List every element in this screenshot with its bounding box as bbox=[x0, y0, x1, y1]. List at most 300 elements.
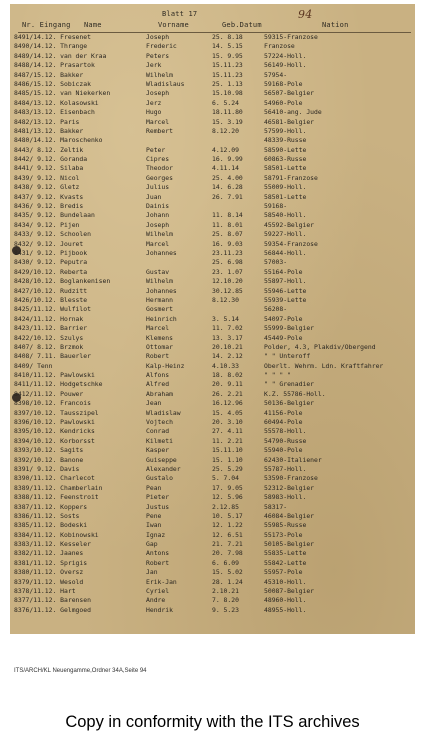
record-birthdate: 20. 7.98 bbox=[212, 549, 243, 558]
record-note: 58791-Franzose bbox=[264, 173, 318, 182]
record-note: 60494-Pole bbox=[264, 418, 303, 427]
record-firstname: Jean bbox=[146, 399, 162, 408]
record-number-name: 8410/11.12. Pawlowski bbox=[14, 371, 95, 380]
record-number-name: 8481/13.12. Bakker bbox=[14, 126, 84, 135]
record-note: 60863-Russe bbox=[264, 155, 307, 164]
record-number-name: 8439/ 9.12. Nicol bbox=[14, 173, 80, 182]
record-firstname: Justus bbox=[146, 502, 170, 511]
record-birthdate: 20. 3.10 bbox=[212, 418, 243, 427]
record-number-name: 8491/14.12. Fresenet bbox=[14, 33, 91, 41]
record-note: 48339-Russe bbox=[264, 136, 307, 145]
record-row bbox=[14, 108, 415, 117]
record-note: 50136-Belgier bbox=[264, 399, 315, 408]
record-firstname: Theodor bbox=[146, 164, 173, 173]
record-row bbox=[14, 503, 415, 512]
record-firstname: Kalp-Heinz bbox=[146, 361, 185, 370]
record-number-name: 8385/11.12. Bodeski bbox=[14, 521, 88, 530]
record-note: " " " " bbox=[264, 371, 291, 380]
record-firstname: Andre bbox=[146, 596, 166, 605]
record-row bbox=[14, 474, 415, 483]
record-number-name: 8431/ 9.12. Pijbook bbox=[14, 248, 88, 257]
record-firstname: Peter bbox=[146, 145, 166, 154]
record-birthdate: 27. 4.11 bbox=[212, 427, 243, 436]
record-birthdate: 12. 5.96 bbox=[212, 493, 243, 502]
record-row bbox=[14, 606, 415, 615]
sheet-label: Blatt 17 bbox=[162, 10, 198, 18]
record-row bbox=[14, 240, 415, 249]
record-firstname: Rembert bbox=[146, 126, 173, 135]
record-note: 55939-Lette bbox=[264, 295, 307, 304]
column-header-nation: Nation bbox=[322, 21, 349, 29]
record-birthdate: 9. 5.23 bbox=[212, 605, 239, 614]
record-row bbox=[14, 202, 415, 211]
record-birthdate: 14. 2.12 bbox=[212, 352, 243, 361]
record-row bbox=[14, 540, 415, 549]
record-firstname: Wilhelm bbox=[146, 70, 173, 79]
record-row bbox=[14, 136, 415, 145]
record-row bbox=[14, 221, 415, 230]
record-row bbox=[14, 437, 415, 446]
record-firstname: Gap bbox=[146, 540, 158, 549]
record-note: 55842-Lette bbox=[264, 558, 307, 567]
record-note: 59168- bbox=[264, 202, 288, 211]
archive-reference: ITS/ARCH/KL Neuengamme,Ordner 34A,Seite 94 bbox=[14, 668, 147, 674]
record-note: 55897-Holl. bbox=[264, 277, 307, 286]
record-row bbox=[14, 42, 415, 51]
record-firstname: Iwan bbox=[146, 521, 162, 530]
record-number-name: 8382/11.12. Jaanes bbox=[14, 549, 84, 558]
record-number-name: 8428/10.12. Boglankenisen bbox=[14, 277, 111, 286]
record-birthdate: 17. 9.05 bbox=[212, 483, 243, 492]
record-number-name: 8378/11.12. Hart bbox=[14, 587, 76, 596]
record-firstname: Heinrich bbox=[146, 314, 177, 323]
record-birthdate: 11. 8.14 bbox=[212, 211, 243, 220]
record-firstname: Hendrik bbox=[146, 605, 173, 614]
column-header-number: Nr. Eingang bbox=[22, 21, 71, 29]
record-note: 48960-Holl. bbox=[264, 596, 307, 605]
record-birthdate: 3. 5.14 bbox=[212, 314, 239, 323]
record-note: Oberlt. Wehrm. Ldn. Kraftfahrer bbox=[264, 361, 384, 370]
record-number-name: 8377/11.12. Barensen bbox=[14, 596, 91, 605]
record-note: 59315-Franzose bbox=[264, 33, 318, 41]
document-header bbox=[22, 8, 409, 32]
record-row bbox=[14, 155, 415, 164]
column-header-birthdate: Geb.Datum bbox=[222, 21, 262, 29]
record-row bbox=[14, 287, 415, 296]
record-note: 58501-Lette bbox=[264, 192, 307, 201]
record-number-name: 8438/ 9.12. Gletz bbox=[14, 183, 80, 192]
record-number-name: 8394/10.12. Korborsst bbox=[14, 436, 95, 445]
record-row bbox=[14, 174, 415, 183]
record-birthdate: 10. 5.17 bbox=[212, 511, 243, 520]
record-birthdate: 5. 7.04 bbox=[212, 474, 239, 483]
record-row bbox=[14, 230, 415, 239]
record-firstname: Antons bbox=[146, 549, 170, 558]
record-row bbox=[14, 521, 415, 530]
record-number-name: 8427/10.12. Rudzitt bbox=[14, 286, 88, 295]
record-note: 56507-Belgier bbox=[264, 89, 315, 98]
record-firstname: Gosmert bbox=[146, 305, 173, 314]
record-firstname: Guiseppe bbox=[146, 455, 177, 464]
record-firstname: Wilhelm bbox=[146, 277, 173, 286]
record-firstname: Cipres bbox=[146, 155, 170, 164]
record-birthdate: 18. 8.02 bbox=[212, 371, 243, 380]
record-note: 48955-Holl. bbox=[264, 605, 307, 614]
record-firstname: Pene bbox=[146, 511, 162, 520]
record-row bbox=[14, 315, 415, 324]
record-note: 54960-Pole bbox=[264, 98, 303, 107]
record-number-name: 8437/ 9.12. Kvasts bbox=[14, 192, 84, 201]
record-firstname: Marcel bbox=[146, 239, 170, 248]
record-note: 50105-Belgier bbox=[264, 540, 315, 549]
record-note: 55946-Lette bbox=[264, 286, 307, 295]
record-number-name: 8436/ 9.12. Bredis bbox=[14, 202, 84, 211]
record-birthdate: 11. 8.01 bbox=[212, 220, 243, 229]
record-number-name: 8441/ 9.12. Silaba bbox=[14, 164, 84, 173]
record-row bbox=[14, 568, 415, 577]
record-note: 58590-Lette bbox=[264, 145, 307, 154]
record-note: 55009-Holl. bbox=[264, 183, 307, 192]
record-note: 54790-Russe bbox=[264, 436, 307, 445]
record-birthdate: 2.10.21 bbox=[212, 587, 239, 596]
record-firstname: Ignaz bbox=[146, 530, 166, 539]
record-note: 46084-Belgier bbox=[264, 511, 315, 520]
record-number-name: 8393/10.12. Sagits bbox=[14, 446, 84, 455]
record-row bbox=[14, 559, 415, 568]
record-firstname: Wladislaus bbox=[146, 79, 185, 88]
record-birthdate: 21. 7.21 bbox=[212, 540, 243, 549]
record-row bbox=[14, 352, 415, 361]
record-number-name: 8433/ 9.12. Schoolen bbox=[14, 230, 91, 239]
record-birthdate: 12.10.20 bbox=[212, 277, 243, 286]
record-number-name: 8490/14.12. Thrange bbox=[14, 42, 88, 51]
record-number-name: 8387/11.12. Koppers bbox=[14, 502, 88, 511]
column-header-firstname: Vorname bbox=[158, 21, 189, 29]
record-firstname: Johannes bbox=[146, 248, 177, 257]
record-birthdate: 6. 6.09 bbox=[212, 558, 239, 567]
record-firstname: Joseph bbox=[146, 33, 170, 41]
record-birthdate: 15.10.98 bbox=[212, 89, 243, 98]
record-note: 55940-Pole bbox=[264, 446, 303, 455]
record-row bbox=[14, 61, 415, 70]
record-birthdate: 7. 8.20 bbox=[212, 596, 239, 605]
record-number-name: 8409/ Tenn bbox=[14, 361, 53, 370]
record-birthdate: 14. 5.15 bbox=[212, 42, 243, 51]
record-birthdate: 20.10.21 bbox=[212, 342, 243, 351]
record-firstname: Vojtech bbox=[146, 418, 173, 427]
record-firstname: Robert bbox=[146, 352, 170, 361]
record-number-name: 8386/11.12. Sosts bbox=[14, 511, 80, 520]
record-row bbox=[14, 71, 415, 80]
record-note: 55999-Belgier bbox=[264, 324, 315, 333]
record-birthdate: 2.12.85 bbox=[212, 502, 239, 511]
record-birthdate: 16.12.96 bbox=[212, 399, 243, 408]
record-note: 55985-Russe bbox=[264, 521, 307, 530]
record-number-name: 8380/11.12. Oversz bbox=[14, 568, 84, 577]
record-row bbox=[14, 465, 415, 474]
record-birthdate: 15.11.23 bbox=[212, 61, 243, 70]
record-birthdate: 25. 6.98 bbox=[212, 258, 243, 267]
record-number-name: 8487/15.12. Bakker bbox=[14, 70, 84, 79]
record-birthdate: 8.12.20 bbox=[212, 126, 239, 135]
record-birthdate: 26. 2.21 bbox=[212, 389, 243, 398]
record-row bbox=[14, 99, 415, 108]
record-firstname: Gustalo bbox=[146, 474, 173, 483]
record-row bbox=[14, 305, 415, 314]
record-number-name: 8389/11.12. Chamberlain bbox=[14, 483, 103, 492]
record-row bbox=[14, 512, 415, 521]
record-row bbox=[14, 334, 415, 343]
record-firstname: Hugo bbox=[146, 108, 162, 117]
record-note: Franzose bbox=[264, 42, 295, 51]
record-firstname: Abraham bbox=[146, 389, 173, 398]
record-firstname: Pieter bbox=[146, 493, 170, 502]
record-number-name: 8412/11.12. Pouwer bbox=[14, 389, 84, 398]
record-note: 59354-Franzose bbox=[264, 239, 318, 248]
record-note: 54097-Pole bbox=[264, 314, 303, 323]
record-firstname: Johannes bbox=[146, 286, 177, 295]
record-row bbox=[14, 390, 415, 399]
record-row bbox=[14, 343, 415, 352]
record-number-name: 8376/11.12. Gelmgoed bbox=[14, 605, 91, 614]
record-birthdate: 11. 2.21 bbox=[212, 436, 243, 445]
record-number-name: 8396/10.12. Pawlowski bbox=[14, 418, 95, 427]
record-row bbox=[14, 146, 415, 155]
record-birthdate: 16. 9.03 bbox=[212, 239, 243, 248]
record-firstname: Erik-Jan bbox=[146, 577, 177, 586]
record-note: 58540-Holl. bbox=[264, 211, 307, 220]
record-number-name: 8398/10.12. Francois bbox=[14, 399, 91, 408]
record-number-name: 8392/10.12. Banone bbox=[14, 455, 84, 464]
record-birthdate: 15. 3.19 bbox=[212, 117, 243, 126]
record-number-name: 8395/10.12. Kendricks bbox=[14, 427, 95, 436]
record-number-name: 8435/ 9.12. Bundelaan bbox=[14, 211, 95, 220]
record-row bbox=[14, 549, 415, 558]
record-row bbox=[14, 296, 415, 305]
record-row bbox=[14, 268, 415, 277]
record-firstname: Joseph bbox=[146, 89, 170, 98]
record-note: 55957-Pole bbox=[264, 568, 303, 577]
record-number-name: 8408/ 7.11. Bauerler bbox=[14, 352, 91, 361]
record-note: 59227-Holl. bbox=[264, 230, 307, 239]
record-note: 45449-Pole bbox=[264, 333, 303, 342]
record-birthdate: 11. 7.02 bbox=[212, 324, 243, 333]
record-birthdate: 4.10.33 bbox=[212, 361, 239, 370]
record-firstname: Wladislaw bbox=[146, 408, 181, 417]
record-note: 55173-Pole bbox=[264, 530, 303, 539]
record-row bbox=[14, 484, 415, 493]
record-birthdate: 15. 5.02 bbox=[212, 568, 243, 577]
record-firstname: Peters bbox=[146, 51, 170, 60]
record-number-name: 8486/15.12. Sobiczak bbox=[14, 79, 91, 88]
record-note: 41156-Pole bbox=[264, 408, 303, 417]
record-number-name: 8489/14.12. van der Kraa bbox=[14, 51, 107, 60]
record-row bbox=[14, 362, 415, 371]
record-birthdate: 25. 8.18 bbox=[212, 33, 243, 41]
record-note: 56208- bbox=[264, 305, 288, 314]
record-firstname: Ottomar bbox=[146, 342, 173, 351]
record-row bbox=[14, 596, 415, 605]
record-firstname: Kilmeti bbox=[146, 436, 173, 445]
record-firstname: Conrad bbox=[146, 427, 170, 436]
record-number-name: 8391/ 9.12. Davis bbox=[14, 464, 80, 473]
record-firstname: Georges bbox=[146, 173, 173, 182]
conformity-statement: Copy in conformity with the ITS archives bbox=[65, 713, 360, 731]
record-note: 57599-Holl. bbox=[264, 126, 307, 135]
record-number-name: 8388/11.12. Feenstroit bbox=[14, 493, 99, 502]
scanned-document bbox=[10, 4, 415, 634]
record-note: 57954- bbox=[264, 70, 288, 79]
handwritten-page-number: 94 bbox=[298, 8, 313, 21]
record-birthdate: 6. 5.24 bbox=[212, 98, 239, 107]
record-number-name: 8480/14.12. Maroschenko bbox=[14, 136, 103, 145]
record-firstname: Johann bbox=[146, 211, 170, 220]
record-birthdate: 15.11.10 bbox=[212, 446, 243, 455]
record-note: 58317- bbox=[264, 502, 288, 511]
record-birthdate: 23.11.23 bbox=[212, 248, 243, 257]
record-number-name: 8483/13.12. Eisenbach bbox=[14, 108, 95, 117]
record-firstname: Gustav bbox=[146, 267, 170, 276]
record-birthdate: 25. 5.29 bbox=[212, 464, 243, 473]
record-firstname: Pean bbox=[146, 483, 162, 492]
record-row bbox=[14, 52, 415, 61]
record-row bbox=[14, 531, 415, 540]
record-birthdate: 23. 1.07 bbox=[212, 267, 243, 276]
record-birthdate: 30.12.85 bbox=[212, 286, 243, 295]
record-note: Polder, 4.3, Plakdiv/Obergend bbox=[264, 342, 376, 351]
record-birthdate: 16. 9.99 bbox=[212, 155, 243, 164]
record-firstname: Jerk bbox=[146, 61, 162, 70]
record-note: K.Z. 55786-Holl. bbox=[264, 389, 326, 398]
record-note: 46581-Belgier bbox=[264, 117, 315, 126]
record-number-name: 8424/11.12. Hornak bbox=[14, 314, 84, 323]
record-firstname: Kasper bbox=[146, 446, 170, 455]
record-firstname: Cyriel bbox=[146, 587, 170, 596]
record-number-name: 8432/ 9.12. Jouret bbox=[14, 239, 84, 248]
record-number-name: 8411/11.12. Hodgetschke bbox=[14, 380, 103, 389]
record-row bbox=[14, 427, 415, 436]
record-birthdate: 4.11.14 bbox=[212, 164, 239, 173]
record-birthdate: 14. 6.28 bbox=[212, 183, 243, 192]
record-number-name: 8383/11.12. Kesseler bbox=[14, 540, 91, 549]
record-row bbox=[14, 193, 415, 202]
record-firstname: Jan bbox=[146, 568, 158, 577]
record-row bbox=[14, 399, 415, 408]
record-number-name: 8443/ 8.12. Zeltik bbox=[14, 145, 84, 154]
record-row bbox=[14, 164, 415, 173]
record-note: " " Unteroff bbox=[264, 352, 311, 361]
record-firstname: Frederic bbox=[146, 42, 177, 51]
record-row bbox=[14, 578, 415, 587]
record-note: 45310-Holl. bbox=[264, 577, 307, 586]
record-row bbox=[14, 183, 415, 192]
record-row bbox=[14, 380, 415, 389]
record-number-name: 8407/ 8.12. Brzmok bbox=[14, 342, 84, 351]
record-firstname: Marcel bbox=[146, 117, 170, 126]
record-number-name: 8384/11.12. Kobinowski bbox=[14, 530, 99, 539]
record-note: 62430-Italiener bbox=[264, 455, 322, 464]
record-note: 50087-Belgier bbox=[264, 587, 315, 596]
record-birthdate: 4.12.09 bbox=[212, 145, 239, 154]
record-firstname: Alexander bbox=[146, 464, 181, 473]
record-firstname: Robert bbox=[146, 558, 170, 567]
record-firstname: Hermann bbox=[146, 295, 173, 304]
record-row bbox=[14, 587, 415, 596]
record-birthdate: 15. 4.05 bbox=[212, 408, 243, 417]
column-header-name: Name bbox=[84, 21, 102, 29]
record-note: 56410-ang. Jude bbox=[264, 108, 322, 117]
record-row bbox=[14, 89, 415, 98]
record-note: 55578-Holl. bbox=[264, 427, 307, 436]
record-row bbox=[14, 118, 415, 127]
record-birthdate: 28. 1.24 bbox=[212, 577, 243, 586]
record-note: 55787-Holl. bbox=[264, 464, 307, 473]
record-firstname: Alfons bbox=[146, 371, 170, 380]
record-row bbox=[14, 493, 415, 502]
record-number-name: 8425/11.12. Wulfilot bbox=[14, 305, 91, 314]
record-birthdate: 8.12.30 bbox=[212, 295, 239, 304]
record-number-name: 8379/11.12. Wesold bbox=[14, 577, 84, 586]
record-number-name: 8434/ 9.12. Pijen bbox=[14, 220, 80, 229]
record-row bbox=[14, 211, 415, 220]
record-firstname: Marcel bbox=[146, 324, 170, 333]
record-note: 57224-Holl. bbox=[264, 51, 307, 60]
record-row bbox=[14, 80, 415, 89]
record-note: 59168-Pole bbox=[264, 79, 303, 88]
record-number-name: 8488/14.12. Prasartok bbox=[14, 61, 95, 70]
record-note: 58983-Holl. bbox=[264, 493, 307, 502]
record-row bbox=[14, 409, 415, 418]
record-number-name: 8397/10.12. Tausszipel bbox=[14, 408, 99, 417]
record-birthdate: 25. 4.00 bbox=[212, 173, 243, 182]
record-birthdate: 12. 1.22 bbox=[212, 521, 243, 530]
record-list bbox=[14, 33, 415, 615]
record-birthdate: 15.11.23 bbox=[212, 70, 243, 79]
record-row bbox=[14, 258, 415, 267]
record-row bbox=[14, 127, 415, 136]
record-number-name: 8390/11.12. Charlecot bbox=[14, 474, 95, 483]
record-row bbox=[14, 249, 415, 258]
record-row bbox=[14, 446, 415, 455]
record-note: 58501-Lette bbox=[264, 164, 307, 173]
record-number-name: 8429/10.12. Reberta bbox=[14, 267, 88, 276]
record-note: 56149-Holl. bbox=[264, 61, 307, 70]
record-firstname: Joseph bbox=[146, 220, 170, 229]
record-birthdate: 25. 8.07 bbox=[212, 230, 243, 239]
record-birthdate: 15. 1.10 bbox=[212, 455, 243, 464]
record-note: 45592-Belgier bbox=[264, 220, 315, 229]
record-birthdate: 18.11.80 bbox=[212, 108, 243, 117]
record-firstname: Jerz bbox=[146, 98, 162, 107]
record-number-name: 8426/10.12. Blesste bbox=[14, 295, 88, 304]
record-row bbox=[14, 324, 415, 333]
record-note: 55835-Lette bbox=[264, 549, 307, 558]
record-note: 56844-Holl. bbox=[264, 248, 307, 257]
record-row bbox=[14, 371, 415, 380]
record-birthdate: 20. 9.11 bbox=[212, 380, 243, 389]
record-number-name: 8430/ 9.12. Peputra bbox=[14, 258, 88, 267]
record-firstname: Alfred bbox=[146, 380, 170, 389]
record-number-name: 8442/ 9.12. Goranda bbox=[14, 155, 88, 164]
record-row bbox=[14, 277, 415, 286]
record-birthdate: 26. 7.91 bbox=[212, 192, 243, 201]
record-row bbox=[14, 418, 415, 427]
record-number-name: 8482/13.12. Paris bbox=[14, 117, 80, 126]
record-firstname: Julius bbox=[146, 183, 170, 192]
record-note: 55164-Pole bbox=[264, 267, 303, 276]
record-number-name: 8422/10.12. Szulys bbox=[14, 333, 84, 342]
record-row bbox=[14, 456, 415, 465]
